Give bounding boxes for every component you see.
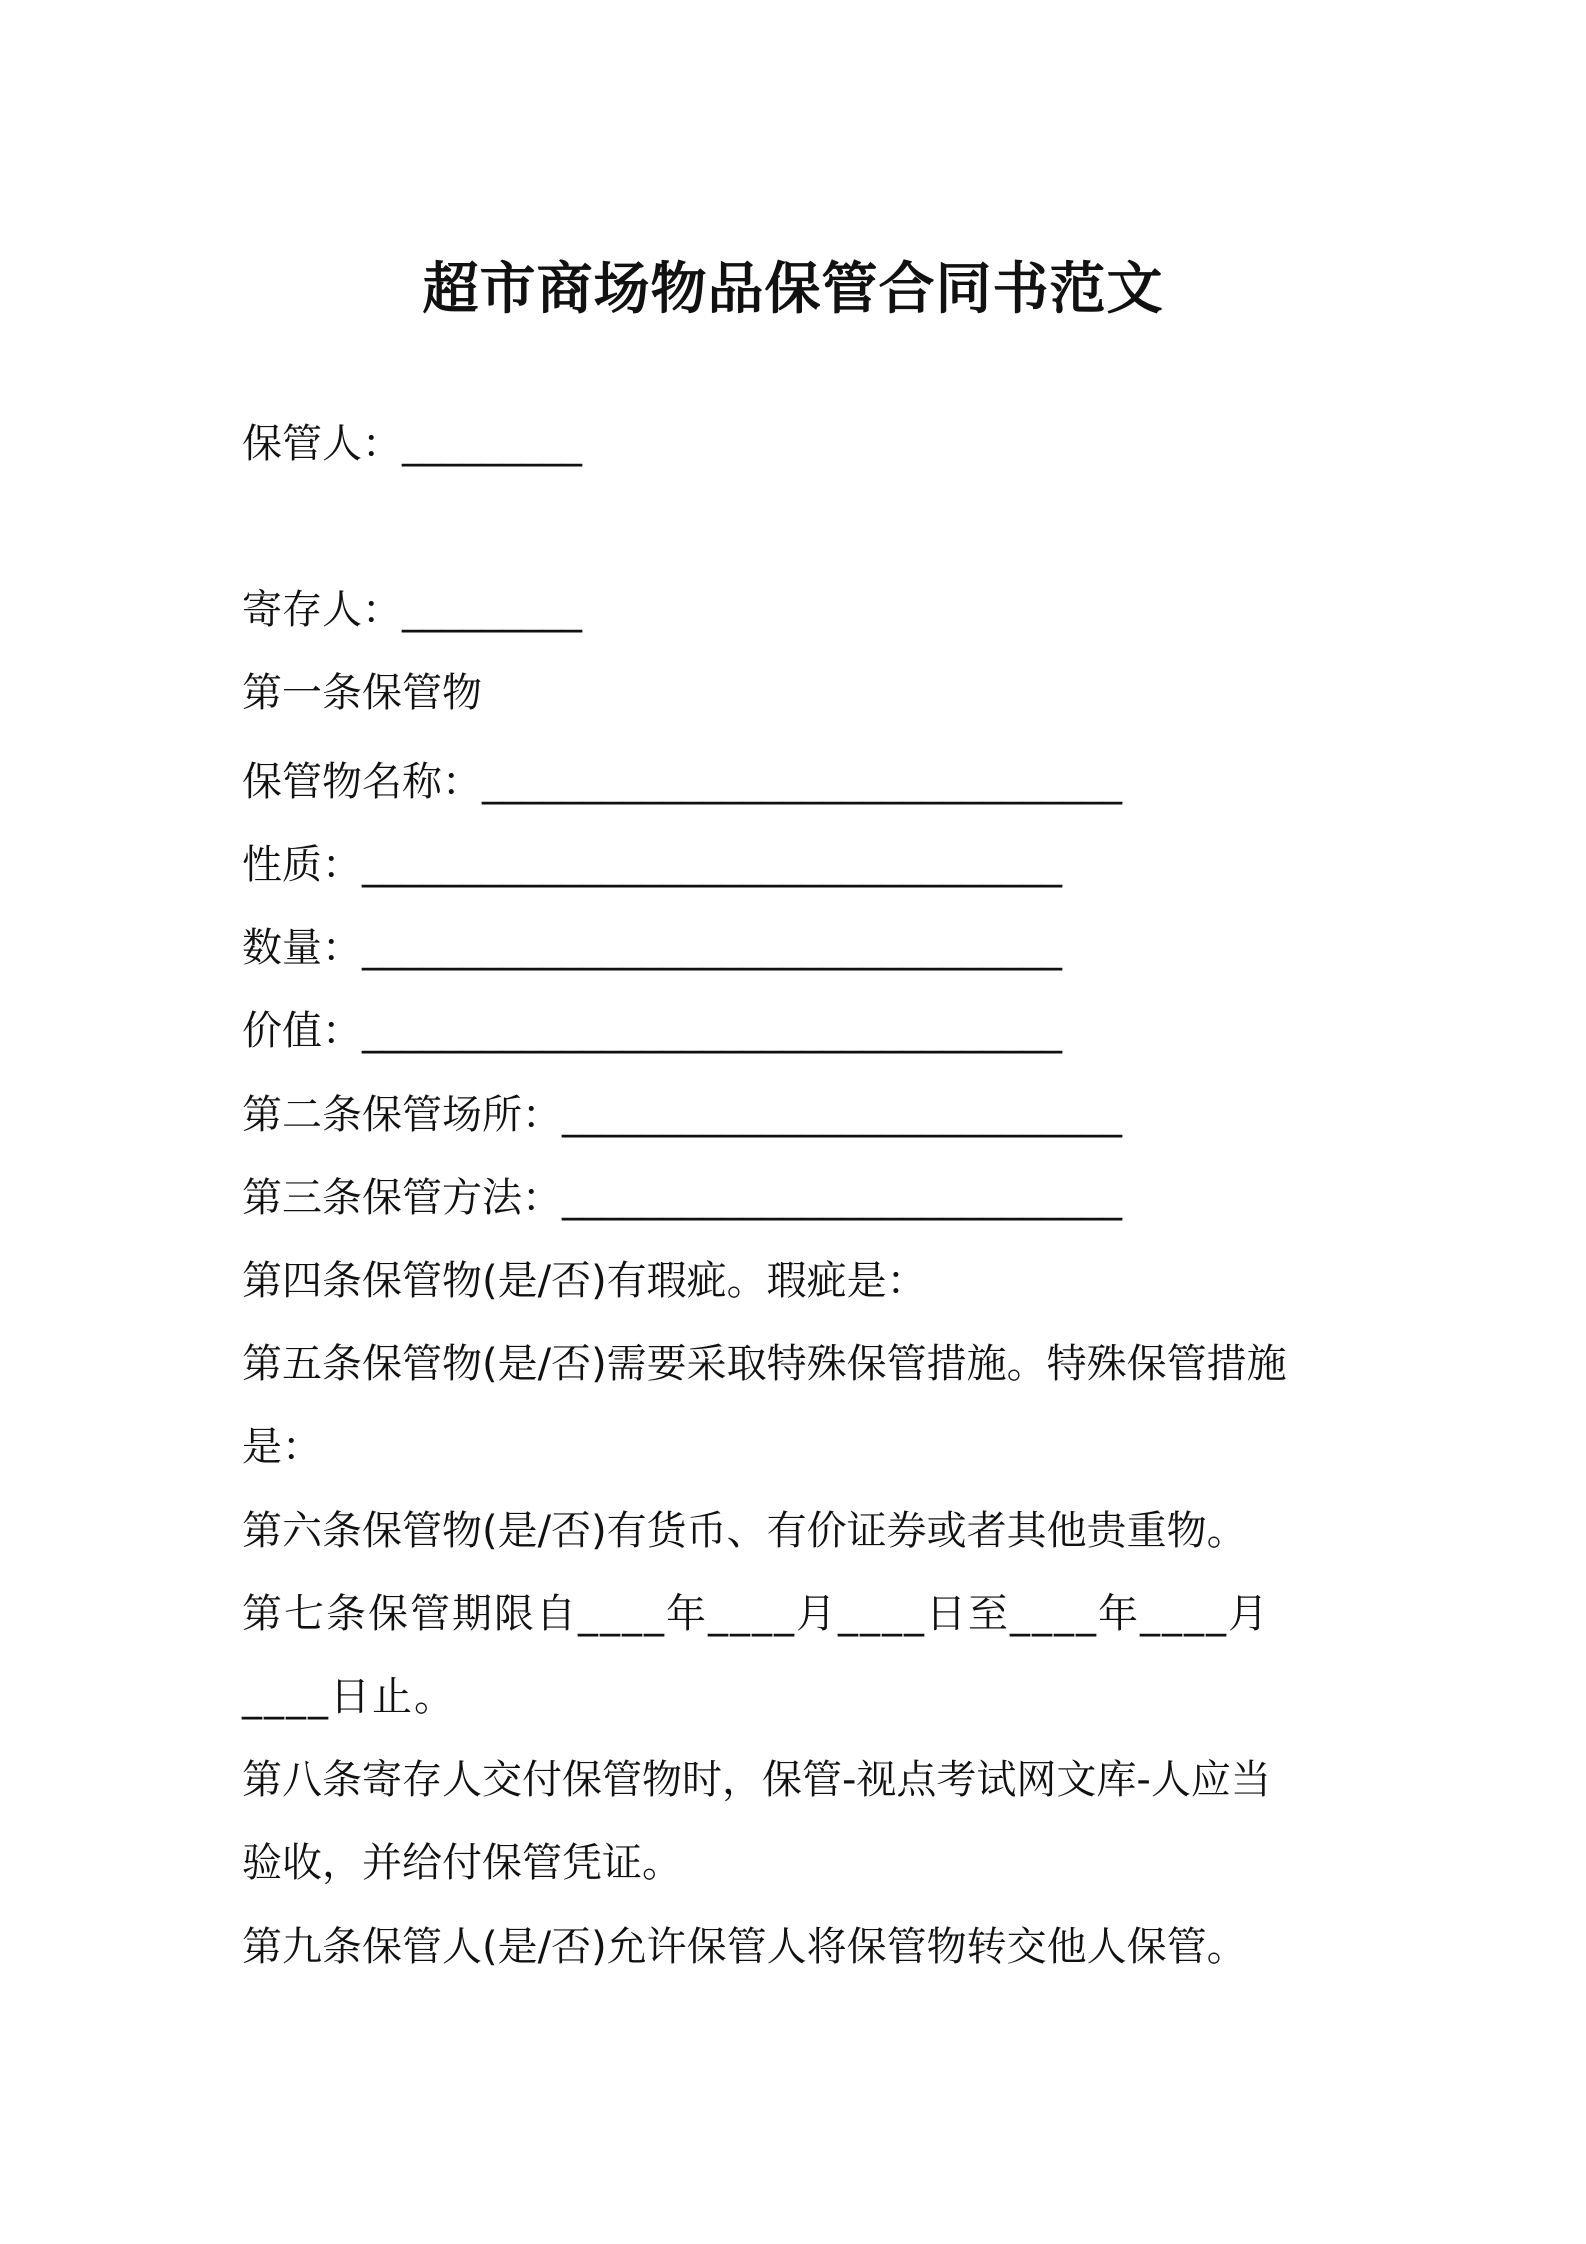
document-title: 超市商场物品保管合同书范文 [422, 257, 1164, 322]
item-name-line: 保管物名称：________________________________ [242, 759, 1122, 805]
article-5-line: 第五条保管物(是/否)需要采取特殊保管措施。特殊保管措施 [242, 1341, 1287, 1387]
article-8-continued: 验收，并给付保管凭证。 [242, 1840, 682, 1886]
article-9-line: 第九条保管人(是/否)允许保管人将保管物转交他人保管。 [242, 1924, 1247, 1970]
depositor-line: 寄存人：_________ [242, 587, 582, 633]
article-7-line: 第七条保管期限自____年____月____日至____年____月 [242, 1591, 1270, 1637]
article-2-line: 第二条保管场所：____________________________ [242, 1092, 1122, 1138]
article-1-heading: 第一条保管物 [242, 670, 482, 716]
quantity-line: 数量：___________________________________ [242, 925, 1062, 971]
article-4-line: 第四条保管物(是/否)有瑕疵。瑕疵是： [242, 1258, 927, 1304]
article-5-continued: 是： [242, 1424, 322, 1470]
article-6-line: 第六条保管物(是/否)有货币、有价证券或者其他贵重物。 [242, 1508, 1247, 1554]
custodian-line: 保管人：_________ [242, 421, 582, 467]
article-8-line: 第八条寄存人交付保管物时，保管-视点考试网文库-人应当 [242, 1757, 1271, 1803]
nature-line: 性质：___________________________________ [242, 842, 1062, 888]
value-line: 价值：___________________________________ [242, 1008, 1062, 1054]
article-3-line: 第三条保管方法：____________________________ [242, 1175, 1122, 1221]
article-7-continued: ____日止。 [242, 1674, 456, 1720]
